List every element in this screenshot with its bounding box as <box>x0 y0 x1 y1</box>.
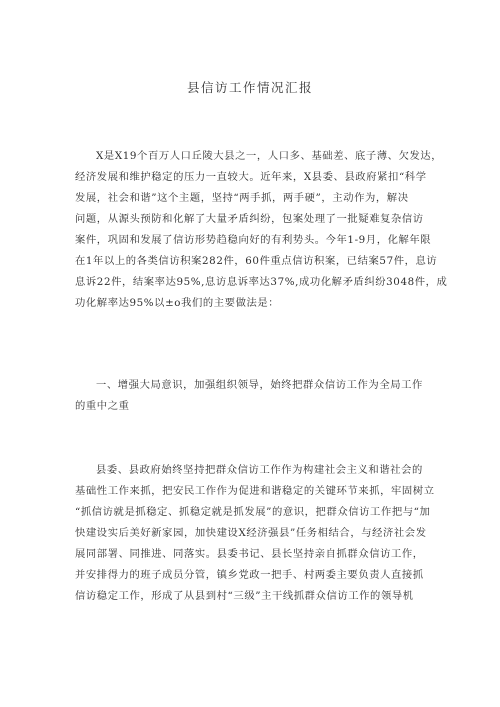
paragraph-intro <box>75 146 448 314</box>
paragraph-line: 基础性工作来抓，把安民工作作为促进和谐稳定的关键环节来抓，牢固树立 <box>75 485 435 497</box>
paragraph-line: 并安排得力的班子成员分管，镇乡党政一把手、村两委主要负责人直接抓 <box>75 569 424 581</box>
document-title: 县信访工作情况汇报 <box>186 80 313 95</box>
paragraph-line: 经济发展和维护稳定的压力一直较大。近年来，X县委、县政府紧扣“科学 <box>75 171 427 183</box>
paragraph-line: X是X19个百万人口丘陵大县之一，人口多、基础差、底子薄、欠发达， <box>96 150 443 162</box>
paragraph-line: “抓信访就是抓稳定、抓稳定就是抓发展”的意识，把群众信访工作把与“加 <box>75 506 431 518</box>
paragraph-line: 信访稳定工作，形成了从县到村“三级”主干线抓群众信访工作的领导机 <box>75 590 414 602</box>
paragraph-line: 问题，从源头预防和化解了大量矛盾纠纷，包案处理了一批疑难复杂信访 <box>75 213 424 225</box>
paragraph-line: 在1年以上的各类信访积案282件，60件重点信访积案，已结案57件，息访 <box>75 255 438 267</box>
paragraph-line: 快建设实后美好新家园，加快建设X经济强县”任务相结合，与经济社会发 <box>75 527 427 539</box>
heading-line: 一、增强大局意识，加强组织领导，始终把群众信访工作为全局工作 <box>96 379 423 391</box>
paragraph-line: 展同部署、同推进、同落实。县委书记、县长坚持亲自抓群众信访工作， <box>75 548 424 560</box>
paragraph-line: 案件，巩固和发展了信访形势趋稳向好的有利势头。今年1-9月，化解年限 <box>75 234 432 246</box>
paragraph-line: 县委、县政府始终坚持把群众信访工作作为构建社会主义和谐社会的 <box>96 464 423 476</box>
paragraph-line: 息诉22件，结案率达95%,息访息诉率达37%,成功化解矛盾纠纷3048件，成 <box>75 276 448 288</box>
paragraph-line: 功化解率达95%以±o我们的主要做法是： <box>75 297 280 309</box>
heading-line: 的重中之重 <box>75 400 130 412</box>
paragraph-body <box>75 460 440 607</box>
paragraph-line: 发展，社会和谐”这个主题，坚持“两手抓，两手硬”，主动作为，解决 <box>75 192 409 204</box>
section-heading-1 <box>75 375 440 417</box>
